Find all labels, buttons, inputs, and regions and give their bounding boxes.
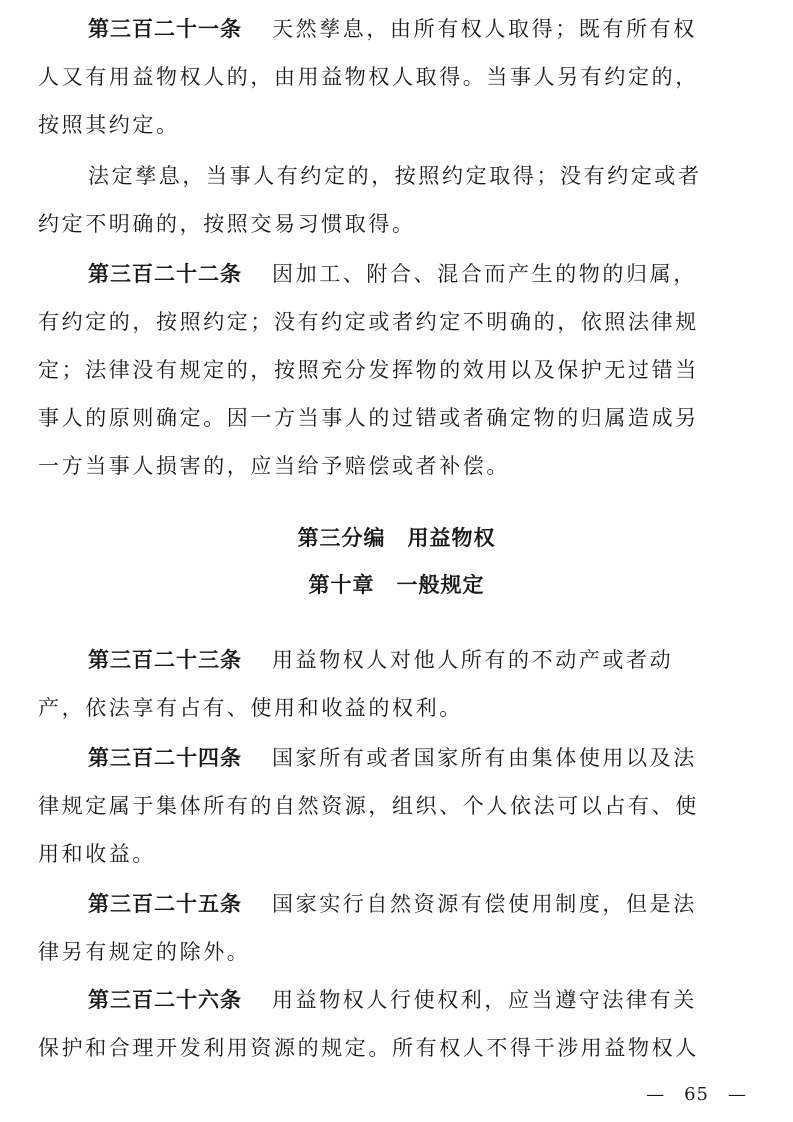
article-text-line: 产，依法享有占有、使用和收益的权利。 (38, 696, 463, 720)
article-321-paragraph-2 (38, 152, 758, 248)
article-text-line: 按照其约定。 (38, 113, 180, 137)
article-number: 第三百二十一条 (88, 17, 242, 41)
article-text-line: 用益物权人行使权利，应当遵守法律有关 (272, 988, 697, 1012)
chapter-heading: 第十章 一般规定 (308, 573, 485, 597)
article-text-line: 约定不明确的，按照交易习惯取得。 (38, 212, 416, 236)
article-number: 第三百二十三条 (88, 648, 242, 672)
article-text-line: 国家所有或者国家所有由集体使用以及法 (272, 746, 697, 770)
article-324 (38, 734, 758, 878)
article-text-line: 有约定的，按照约定；没有约定或者约定不明确的，依照法律规 (38, 310, 699, 334)
article-number: 第三百二十二条 (88, 262, 242, 286)
article-text-line: 用和收益。 (38, 842, 156, 866)
article-text-line: 人又有用益物权人的，由用益物权人取得。当事人另有约定的， (38, 65, 699, 89)
article-321 (38, 5, 758, 149)
article-text-line: 律规定属于集体所有的自然资源，组织、个人依法可以占有、使 (38, 794, 699, 818)
article-text-line: 用益物权人对他人所有的不动产或者动 (272, 648, 674, 672)
page-number: — 65 — (646, 1084, 747, 1105)
article-326 (38, 976, 758, 1072)
article-325 (38, 880, 758, 976)
part-heading: 第三分编 用益物权 (297, 526, 496, 550)
article-text-line: 保护和合理开发利用资源的规定。所有权人不得干涉用益物权人 (38, 1036, 699, 1060)
article-text-line: 国家实行自然资源有偿使用制度，但是法 (272, 892, 697, 916)
article-text-line: 因加工、附合、混合而产生的物的归属， (272, 262, 697, 286)
article-number: 第三百二十六条 (88, 988, 242, 1012)
article-number: 第三百二十五条 (88, 892, 242, 916)
article-number: 第三百二十四条 (88, 746, 242, 770)
article-text-line: 一方当事人损害的，应当给予赔偿或者补偿。 (38, 454, 510, 478)
article-text-line: 天然孳息，由所有权人取得；既有所有权 (272, 17, 697, 41)
article-text-line: 法定孳息，当事人有约定的，按照约定取得；没有约定或者 (88, 164, 702, 188)
article-text-line: 事人的原则确定。因一方当事人的过错或者确定物的归属造成另 (38, 406, 699, 430)
article-text-line: 定；法律没有规定的，按照充分发挥物的效用以及保护无过错当 (38, 358, 699, 382)
article-text-line: 律另有规定的除外。 (38, 940, 251, 964)
article-322 (38, 250, 758, 490)
article-323 (38, 636, 758, 732)
